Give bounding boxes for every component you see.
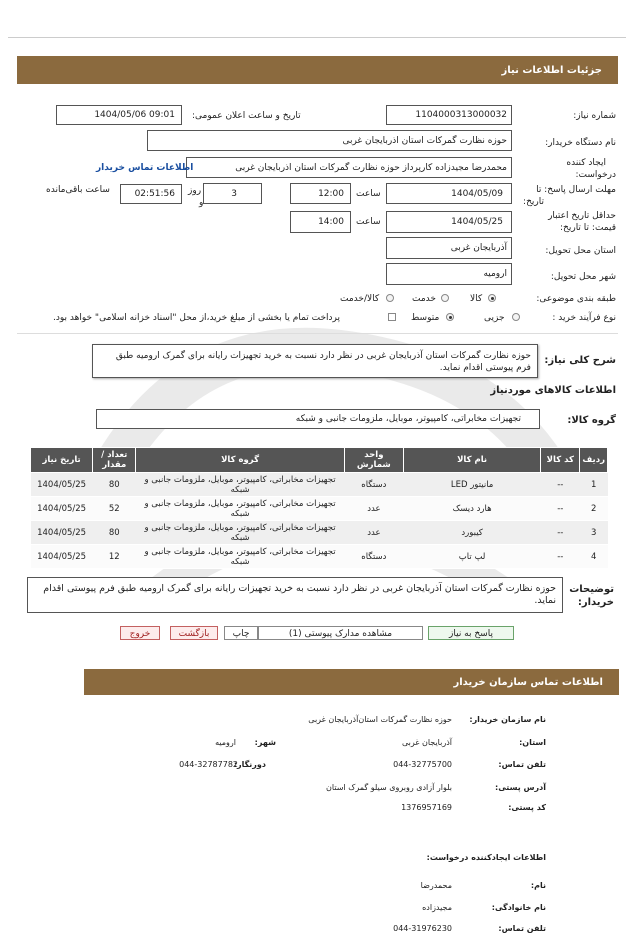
buyer-label: نام دستگاه خریدار: <box>545 138 616 148</box>
remaining-label: ساعت باقی‌مانده <box>46 185 110 195</box>
cell-code: -- <box>541 497 580 521</box>
goods-section-title: اطلاعات کالاهای موردنیاز <box>490 385 616 396</box>
cell-name: مانیتور LED <box>403 473 540 497</box>
creator-phone-label: تلفن تماس: <box>498 924 546 933</box>
deadline-time-label: ساعت <box>356 189 381 199</box>
buyer-field[interactable]: حوزه نظارت گمرکات استان اذربایجان غربی <box>147 130 512 151</box>
contact-header <box>84 669 619 695</box>
cell-date: 1404/05/25 <box>31 497 93 521</box>
top-divider <box>8 37 626 38</box>
city-label: شهر محل تحویل: <box>550 272 616 282</box>
need-number-label: شماره نیاز: <box>573 111 616 121</box>
process-radio-minor[interactable] <box>512 313 520 321</box>
and-label: و <box>199 198 204 208</box>
section-divider <box>17 333 618 334</box>
process-label: نوع فرآیند خرید : <box>552 313 616 323</box>
buyer-notes-text: حوزه نظارت گمرکات استان آذربایجان غربی در نظر دارد نسبت به خرید تجهیزات رایانه برای گمرک ارومیه طبق فرم پیوستی اقدام نماید. <box>43 583 556 606</box>
family-label: نام خانوادگی: <box>491 903 546 912</box>
col-name: نام کالا <box>403 448 540 473</box>
col-unit: واحد شمارش <box>344 448 403 473</box>
postal-label: کد پستی: <box>508 803 546 812</box>
creator-label-1: ایجاد کننده <box>566 158 606 168</box>
contact-province-label: استان: <box>519 738 546 747</box>
summary-label: شرح کلی نیاز: <box>544 355 616 366</box>
contact-city-label: شهر: <box>254 738 276 747</box>
buyer-notes-box <box>27 577 563 613</box>
col-code: کد کالا <box>541 448 580 473</box>
phone-label: تلفن تماس: <box>498 760 546 769</box>
remaining-time-field[interactable]: 02:51:56 <box>120 184 182 204</box>
buyer-contact-link[interactable]: اطلاعات تماس خریدار <box>96 163 194 173</box>
province-label: استان محل تحویل: <box>545 246 616 256</box>
cell-name: لپ تاپ <box>403 545 540 569</box>
deadline-date-field[interactable]: 1404/05/09 <box>386 183 512 204</box>
col-date: تاریخ نیاز <box>31 448 93 473</box>
validity-label-1: حداقل تاریخ اعتبار <box>548 211 616 221</box>
cell-name: هارد دیسک <box>403 497 540 521</box>
cell-date: 1404/05/25 <box>31 473 93 497</box>
summary-text: حوزه نظارت گمرکات استان آذربایجان غربی در نظر دارد نسبت به خرید تجهیزات رایانه برای گمرک ارومیه طبق فرم پیوستی اقدام نماید. <box>115 351 531 373</box>
cell-unit: عدد <box>344 497 403 521</box>
cell-date: 1404/05/25 <box>31 521 93 545</box>
cell-qty: 12 <box>93 545 136 569</box>
cell-row: 2 <box>580 497 608 521</box>
category-radio-goods[interactable] <box>488 294 496 302</box>
cell-qty: 80 <box>93 521 136 545</box>
col-group: گروه کالا <box>136 448 345 473</box>
cell-group: تجهیزات مخابراتی، کامپیوتر، موبایل، ملزومات جانبی و شبکه <box>136 473 345 497</box>
announce-field[interactable]: 1404/05/06 09:01 <box>56 105 182 125</box>
buyer-notes-label-1: توضیحات <box>569 584 614 595</box>
days-field[interactable]: 3 <box>203 183 262 204</box>
process-option-medium: متوسط <box>411 313 440 323</box>
day-label: روز <box>188 186 202 196</box>
category-radio-service[interactable] <box>441 294 449 302</box>
phone-value: 044-32775700 <box>393 760 452 769</box>
cell-qty: 80 <box>93 473 136 497</box>
contact-province-value: آذربایجان غربی <box>401 738 452 747</box>
creator-field[interactable]: محمدرضا مجیدزاده کارپرداز حوزه نظارت گمرکات استان اذربایجان غربی <box>186 157 512 178</box>
cell-group: تجهیزات مخابراتی، کامپیوتر، موبایل، ملزومات جانبی و شبکه <box>136 545 345 569</box>
category-option-both: کالا/خدمت <box>340 294 380 304</box>
category-label: طبقه بندی موضوعی: <box>536 294 616 304</box>
cell-qty: 52 <box>93 497 136 521</box>
validity-date-field[interactable]: 1404/05/25 <box>386 211 512 233</box>
exit-button[interactable]: خروج <box>120 626 160 640</box>
name-label: نام: <box>530 881 546 890</box>
goods-group-field: تجهیزات مخابراتی، کامپیوتر، موبایل، ملزومات جانبی و شبکه <box>96 409 540 429</box>
print-button[interactable]: چاپ <box>224 626 258 640</box>
cell-code: -- <box>541 473 580 497</box>
summary-box <box>92 344 538 378</box>
category-radio-both[interactable] <box>386 294 394 302</box>
contact-city-value: ارومیه <box>215 738 236 747</box>
creator-label-2: درخواست: <box>575 170 616 180</box>
cell-code: -- <box>541 545 580 569</box>
cell-unit: دستگاه <box>344 473 403 497</box>
fax-value: 044-32787782 <box>179 760 238 769</box>
deadline-label-1: مهلت ارسال پاسخ: تا <box>536 185 616 195</box>
treasury-checkbox[interactable] <box>388 313 396 321</box>
payment-note: پرداخت تمام یا بخشی از مبلغ خرید،از محل "اسناد خزانه اسلامی" خواهد بود. <box>53 313 341 323</box>
category-option-service: خدمت <box>412 294 436 304</box>
cell-code: -- <box>541 521 580 545</box>
goods-table <box>30 447 608 569</box>
deadline-label-2: تاریخ: <box>523 197 544 207</box>
postal-value: 1376957169 <box>401 803 452 812</box>
cell-group: تجهیزات مخابراتی، کامپیوتر، موبایل، ملزومات جانبی و شبکه <box>136 521 345 545</box>
category-option-goods: کالا <box>470 294 483 304</box>
page-header <box>17 56 618 84</box>
validity-time-field[interactable]: 14:00 <box>290 211 351 233</box>
creator-phone-value: 044-31976230 <box>393 924 452 933</box>
table-row <box>31 545 608 569</box>
back-button[interactable]: بازگشت <box>170 626 218 640</box>
contact-title: اطلاعات تماس سازمان خریدار <box>453 677 603 688</box>
deadline-time-field[interactable]: 12:00 <box>290 183 351 204</box>
attachments-button[interactable]: مشاهده مدارک پیوستی (1) <box>258 626 423 640</box>
cell-unit: عدد <box>344 521 403 545</box>
validity-label-2: قیمت: تا تاریخ: <box>560 223 616 233</box>
table-row <box>31 521 608 545</box>
cell-row: 3 <box>580 521 608 545</box>
goods-group-label: گروه کالا: <box>567 415 616 426</box>
org-label: نام سازمان خریدار: <box>469 715 546 724</box>
table-row <box>31 473 608 497</box>
org-value: حوزه نظارت گمرکات استان‌آذربایجان غربی <box>308 715 452 724</box>
cell-name: کیبورد <box>403 521 540 545</box>
table-row <box>31 497 608 521</box>
page-title: جزئیات اطلاعات نیاز <box>501 65 602 76</box>
reply-button[interactable]: پاسخ به نیاز <box>428 626 514 640</box>
validity-time-label: ساعت <box>356 217 381 227</box>
address-value: بلوار آزادی روبروی سیلو گمرک استان <box>326 783 452 792</box>
need-number-field[interactable]: 1104000313000032 <box>386 105 512 125</box>
process-option-minor: جزیی <box>484 313 505 323</box>
buyer-notes-label-2: خریدار: <box>577 597 614 608</box>
name-value: محمدرضا <box>420 881 452 890</box>
cell-date: 1404/05/25 <box>31 545 93 569</box>
fax-label: دورنگار: <box>233 760 266 769</box>
family-value: مجیدزاده <box>422 903 452 912</box>
creator-info-title: اطلاعات ایجادکننده درخواست: <box>426 853 546 862</box>
col-row: ردیف <box>580 448 608 473</box>
province-field[interactable]: آذربایجان غربی <box>386 237 512 259</box>
announce-label: تاریخ و ساعت اعلان عمومی: <box>192 111 301 121</box>
cell-row: 4 <box>580 545 608 569</box>
cell-group: تجهیزات مخابراتی، کامپیوتر، موبایل، ملزومات جانبی و شبکه <box>136 497 345 521</box>
cell-row: 1 <box>580 473 608 497</box>
col-qty: تعداد / مقدار <box>93 448 136 473</box>
process-radio-medium[interactable] <box>446 313 454 321</box>
cell-unit: دستگاه <box>344 545 403 569</box>
address-label: آدرس پستی: <box>495 783 546 792</box>
city-field[interactable]: ارومیه <box>386 263 512 285</box>
